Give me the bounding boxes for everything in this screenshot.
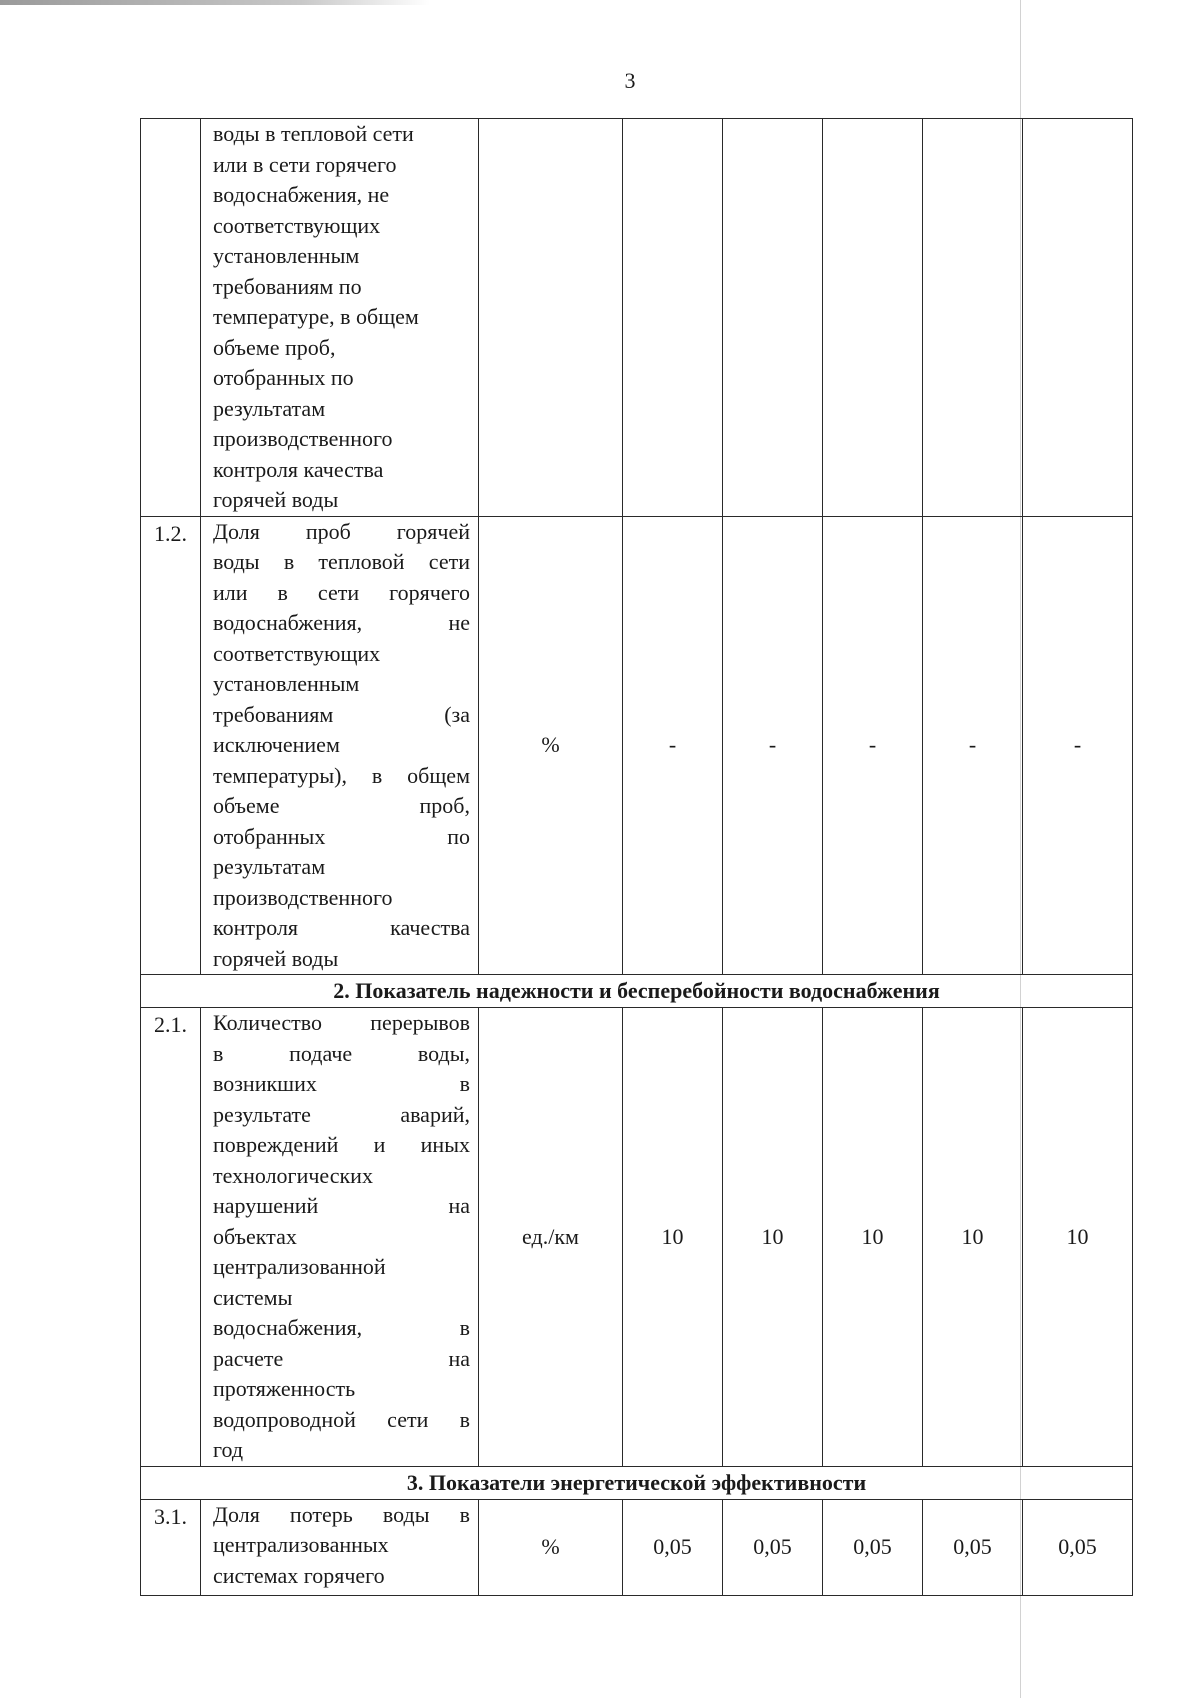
table-row bbox=[141, 1499, 1133, 1595]
text-line: производственного bbox=[213, 884, 393, 910]
text-line: централизованных bbox=[213, 1532, 389, 1557]
value-cell: 10 bbox=[823, 1008, 923, 1467]
text-line: соответствующих bbox=[213, 212, 381, 238]
text-line: воды в тепловой сети bbox=[213, 121, 414, 146]
value-cell: - bbox=[1023, 516, 1133, 975]
text-line: водопроводной сети в bbox=[213, 1406, 470, 1432]
text-line: объеме проб, bbox=[213, 793, 470, 818]
value-cell: 10 bbox=[723, 1008, 823, 1467]
text-line: воды в тепловой сети bbox=[213, 549, 470, 574]
text-line: контроля качества bbox=[213, 456, 384, 482]
text-line: отобранных по bbox=[213, 823, 470, 849]
text-line: или в сети горячего bbox=[213, 579, 470, 605]
text-line: централизованной bbox=[213, 1254, 386, 1279]
row-number-cell bbox=[141, 119, 201, 517]
value-cell: - bbox=[723, 516, 823, 975]
indicator-name-cell bbox=[201, 516, 479, 975]
indicator-name-cell bbox=[201, 1499, 479, 1595]
text-line: температуре, в общем bbox=[213, 304, 419, 329]
value-cell: 10 bbox=[623, 1008, 723, 1467]
value-cell: 0,05 bbox=[723, 1499, 823, 1595]
text-line: результатам bbox=[213, 854, 326, 879]
text-line: протяженность bbox=[213, 1376, 356, 1401]
unit-cell bbox=[479, 119, 623, 517]
scan-smudge bbox=[0, 0, 430, 5]
value-cell: 0,05 bbox=[823, 1499, 923, 1595]
table-row bbox=[141, 516, 1133, 975]
value-cell bbox=[923, 119, 1023, 517]
value-cell bbox=[1023, 119, 1133, 517]
text-line: возникших в bbox=[213, 1071, 470, 1096]
value-cell: - bbox=[823, 516, 923, 975]
unit-cell: ед./км bbox=[479, 1008, 623, 1467]
row-number-cell: 2.1. bbox=[141, 1008, 201, 1467]
text-line: технологических bbox=[213, 1162, 373, 1188]
value-cell: 0,05 bbox=[1023, 1499, 1133, 1595]
text-line: Доля потерь воды в bbox=[213, 1501, 470, 1527]
section-header-row bbox=[141, 975, 1133, 1008]
text-line: Количество перерывов bbox=[213, 1010, 470, 1035]
text-line: нарушений на bbox=[213, 1193, 470, 1218]
indicator-name-cell bbox=[201, 119, 479, 517]
value-cell: - bbox=[623, 516, 723, 975]
indicators-table bbox=[140, 118, 1133, 1596]
table-row bbox=[141, 1008, 1133, 1467]
value-cell bbox=[823, 119, 923, 517]
row-number-cell: 1.2. bbox=[141, 516, 201, 975]
page-number: 3 bbox=[624, 68, 636, 93]
value-cell: 10 bbox=[923, 1008, 1023, 1467]
unit-cell: % bbox=[479, 1499, 623, 1595]
value-cell bbox=[623, 119, 723, 517]
value-cell bbox=[723, 119, 823, 517]
text-line: объеме проб, bbox=[213, 334, 336, 360]
section-header-row bbox=[141, 1466, 1133, 1499]
text-line: объектах bbox=[213, 1223, 297, 1249]
value-cell: 0,05 bbox=[923, 1499, 1023, 1595]
text-line: горячей воды bbox=[213, 487, 339, 512]
text-line: водоснабжения, не bbox=[213, 610, 470, 635]
text-line: повреждений и иных bbox=[213, 1132, 470, 1157]
text-line: производственного bbox=[213, 426, 393, 451]
text-line: соответствующих bbox=[213, 640, 381, 666]
table-row bbox=[141, 119, 1133, 517]
text-line: температуры), в общем bbox=[213, 762, 470, 788]
text-line: исключением bbox=[213, 732, 340, 757]
value-cell: 10 bbox=[1023, 1008, 1133, 1467]
row-number-cell: 3.1. bbox=[141, 1499, 201, 1595]
text-line: требованиям по bbox=[213, 273, 362, 299]
text-line: расчете на bbox=[213, 1345, 470, 1371]
text-line: или в сети горячего bbox=[213, 151, 397, 177]
text-line: контроля качества bbox=[213, 915, 470, 940]
text-line: горячей воды bbox=[213, 945, 339, 971]
indicator-name-cell bbox=[201, 1008, 479, 1467]
text-line: Доля проб горячей bbox=[213, 518, 470, 544]
text-line: отобранных по bbox=[213, 365, 354, 390]
value-cell: 0,05 bbox=[623, 1499, 723, 1595]
text-line: в подаче воды, bbox=[213, 1040, 470, 1066]
text-line: водоснабжения, в bbox=[213, 1315, 470, 1340]
text-line: результатам bbox=[213, 395, 326, 421]
text-line: системах горячего bbox=[213, 1562, 385, 1588]
text-line: результате аварий, bbox=[213, 1101, 470, 1127]
text-line: системы bbox=[213, 1284, 293, 1310]
text-line: установленным bbox=[213, 243, 360, 268]
section-title: 2. Показатель надежности и бесперебойности водоснабжения bbox=[141, 975, 1133, 1008]
value-cell: - bbox=[923, 516, 1023, 975]
text-line: установленным bbox=[213, 671, 360, 696]
text-line: водоснабжения, не bbox=[213, 182, 390, 207]
section-title: 3. Показатели энергетической эффективности bbox=[141, 1466, 1133, 1499]
text-line: требованиям (за bbox=[213, 701, 470, 727]
text-line: год bbox=[213, 1437, 244, 1462]
unit-cell: % bbox=[479, 516, 623, 975]
